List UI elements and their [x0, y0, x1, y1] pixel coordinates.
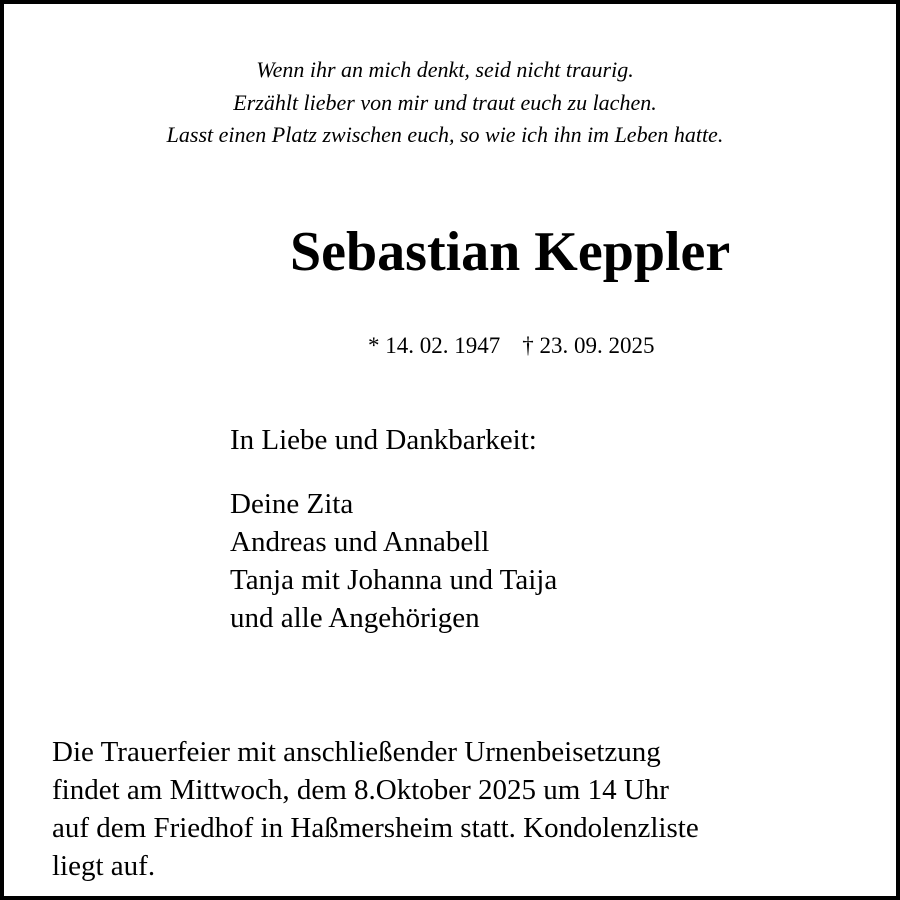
- birth-date: * 14. 02. 1947: [368, 333, 501, 358]
- mourners-list: [230, 485, 557, 637]
- verse-line: Erzählt lieber von mir und traut euch zu lachen.: [233, 89, 657, 115]
- deceased-name: Sebastian Keppler: [290, 221, 731, 283]
- notice-line: findet am Mittwoch, dem 8.Oktober 2025 um 14 Uhr: [52, 774, 669, 806]
- life-dates: [368, 330, 655, 362]
- dedication-line: In Liebe und Dankbarkeit:: [230, 424, 537, 456]
- mourner-entry: Andreas und Annabell: [230, 526, 490, 558]
- notice-line: auf dem Friedhof in Haßmersheim statt. Kondolenzliste: [52, 812, 699, 844]
- notice-line: liegt auf.: [52, 850, 156, 882]
- mourner-entry: Tanja mit Johanna und Taija: [230, 564, 558, 596]
- verse-line: Wenn ihr an mich denkt, seid nicht traurig.: [256, 57, 634, 82]
- mourner-entry: und alle Angehörigen: [230, 602, 480, 634]
- death-date: † 23. 09. 2025: [522, 333, 655, 358]
- verse-line: Lasst einen Platz zwischen euch, so wie ich ihn im Leben hatte.: [166, 122, 724, 147]
- notice-line: Die Trauerfeier mit anschließender Urnenbeisetzung: [52, 736, 661, 768]
- mourner-entry: Deine Zita: [230, 488, 354, 520]
- funeral-notice: [52, 733, 872, 885]
- memorial-verse: [0, 54, 890, 152]
